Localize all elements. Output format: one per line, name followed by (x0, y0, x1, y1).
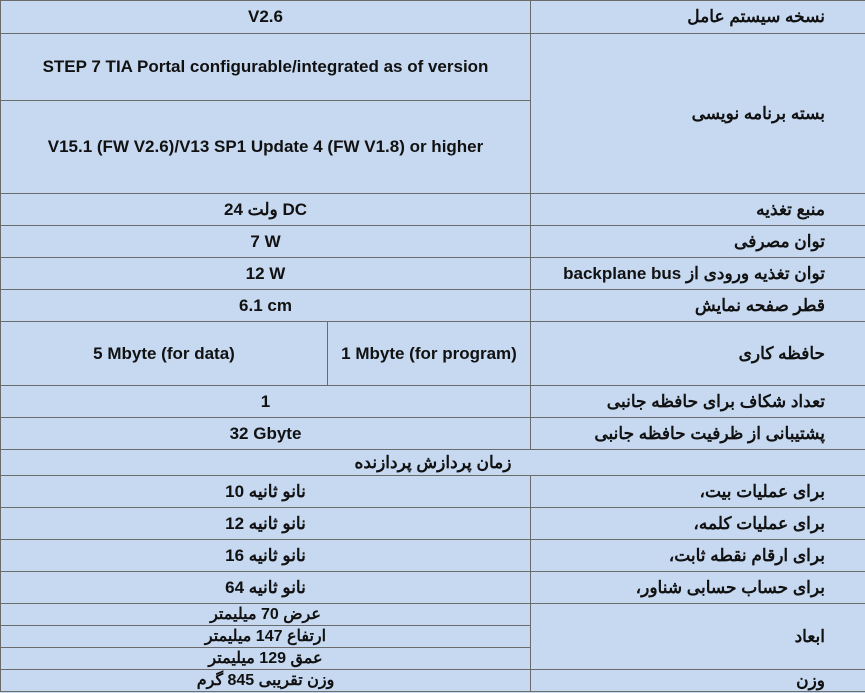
work-memory-data: 5 Mbyte (for data) (1, 322, 328, 386)
table-row (1, 476, 865, 508)
fixed-point-value: نانو ثانیه 16 (1, 540, 531, 572)
power-supply-label: منبع تغذیه (531, 194, 865, 226)
table-row (1, 322, 865, 386)
dimensions-label: ابعاد (531, 604, 865, 670)
table-row (1, 34, 865, 101)
table-row (1, 226, 865, 258)
dimension-width: عرض 70 میلیمتر (1, 604, 531, 626)
software-line-2: V15.1 (FW V2.6)/V13 SP1 Update 4 (FW V1.8) or higher (1, 101, 531, 194)
processing-time-heading: زمان پردازش پردازنده (1, 450, 865, 476)
work-memory-label: حافظه کاری (531, 322, 865, 386)
word-ops-label: برای عملیات کلمه، (531, 508, 865, 540)
dimension-height: ارتفاع 147 میلیمتر (1, 626, 531, 648)
table-row (1, 258, 865, 290)
software-line-1: STEP 7 TIA Portal configurable/integrated as of version (1, 34, 531, 101)
floating-point-label: برای حساب حسابی شناور، (531, 572, 865, 604)
power-consumption-value: 7 W (1, 226, 531, 258)
card-slots-label: تعداد شکاف برای حافظه جانبی (531, 386, 865, 418)
work-memory-program: 1 Mbyte (for program) (328, 322, 531, 386)
table-row (1, 508, 865, 540)
fixed-point-label: برای ارقام نقطه ثابت، (531, 540, 865, 572)
floating-point-value: نانو ثانیه 64 (1, 572, 531, 604)
os-version-label: نسخه سیستم عامل (531, 1, 865, 34)
table-row (1, 604, 865, 626)
table-row (1, 290, 865, 322)
power-consumption-label: توان مصرفی (531, 226, 865, 258)
card-slots-value: 1 (1, 386, 531, 418)
word-ops-value: نانو ثانیه 12 (1, 508, 531, 540)
table-row (1, 386, 865, 418)
table-row (1, 418, 865, 450)
bit-ops-label: برای عملیات بیت، (531, 476, 865, 508)
software-label: بسته برنامه نویسی (531, 34, 865, 194)
dimension-depth: عمق 129 میلیمتر (1, 648, 531, 670)
bit-ops-value: نانو ثانیه 10 (1, 476, 531, 508)
card-capacity-value: 32 Gbyte (1, 418, 531, 450)
table-row (1, 572, 865, 604)
display-size-label: قطر صفحه نمایش (531, 290, 865, 322)
power-supply-value: DC ولت 24 (1, 194, 531, 226)
table-row (1, 450, 865, 476)
weight-label: وزن (531, 670, 865, 692)
table-row (1, 194, 865, 226)
card-capacity-label: پشتیبانی از ظرفیت حافظه جانبی (531, 418, 865, 450)
weight-value: وزن تقریبی 845 گرم (1, 670, 531, 692)
os-version-value: V2.6 (1, 1, 531, 34)
table-row (1, 540, 865, 572)
backplane-power-value: 12 W (1, 258, 531, 290)
table-row (1, 670, 865, 692)
backplane-power-label: توان تغذیه ورودی از backplane bus (531, 258, 865, 290)
table-row (1, 1, 865, 34)
display-size-value: 6.1 cm (1, 290, 531, 322)
